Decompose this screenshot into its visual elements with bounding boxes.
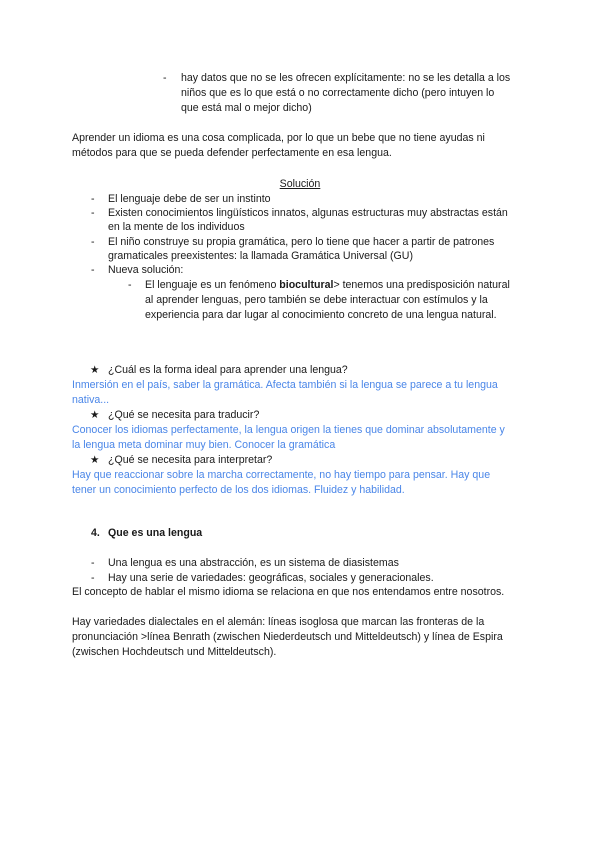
- paragraph-line: Hay variedades dialectales en el alemán: líneas isoglosa que marcan las fronteras de la: [72, 616, 485, 628]
- paragraph-line: El concepto de hablar el mismo idioma se relaciona en que nos entendamos entre nosotros.: [72, 586, 505, 598]
- list-marker: -: [91, 236, 95, 248]
- answer-line: Hay que reaccionar sobre la marcha correctamente, no hay tiempo para pensar. Hay que: [72, 469, 491, 481]
- question: ¿Qué se necesita para traducir?: [108, 409, 260, 421]
- solution-heading: Solución: [279, 178, 321, 190]
- bold-term: biocultural: [279, 279, 334, 291]
- list-marker: -: [91, 264, 95, 276]
- star-icon: ★: [90, 454, 100, 466]
- sub-item-line: [145, 278, 510, 293]
- question: ¿Cuál es la forma ideal para aprender una lengua?: [108, 364, 348, 376]
- paragraph-line: Aprender un idioma es una cosa complicada, por lo que un bebe que no tiene ayudas ni: [72, 132, 485, 144]
- section-title: Que es una lengua: [108, 527, 203, 539]
- paragraph-line: pronunciación >línea Benrath (zwischen Niederdeutsch und Mitteldeutsch) y línea de Espira: [72, 631, 503, 643]
- paragraph-line: (zwischen Hochdeutsch und Mitteldeutsch).: [72, 646, 277, 658]
- sub-item-line: experiencia para dar lugar al conocimiento concreto de una lengua natural.: [145, 309, 497, 321]
- sub-item-line: al aprender lenguas, pero también se debe interactuar con estímulos y la: [145, 294, 488, 306]
- answer-line: Conocer los idiomas perfectamente, la lengua origen la tienes que dominar absolutamente y: [72, 424, 505, 436]
- answer-line: nativa...: [72, 394, 110, 406]
- list-item: Existen conocimientos lingüísticos innatos, algunas estructuras muy abstractas están: [108, 207, 508, 219]
- list-marker: -: [91, 207, 95, 219]
- list-item: El niño construye su propia gramática, pero lo tiene que hacer a partir de patrones: [108, 236, 495, 248]
- answer-line: Inmersión en el país, saber la gramática. Afecta también si la lengua se parece a tu lengua: [72, 379, 498, 391]
- list-marker: -: [163, 72, 167, 84]
- answer-line: tener un conocimiento perfecto de los dos idiomas. Fluidez y habilidad.: [72, 484, 405, 496]
- sub-item-text: El lenguaje es un fenómeno: [145, 279, 280, 291]
- list-item: Una lengua es una abstracción, es un sistema de diasistemas: [108, 557, 399, 569]
- question: ¿Qué se necesita para interpretar?: [108, 454, 273, 466]
- list-item: en la mente de los individuos: [108, 221, 245, 233]
- text-line: hay datos que no se les ofrecen explícitamente: no se les detalla a los: [181, 72, 511, 84]
- star-icon: ★: [90, 409, 100, 421]
- list-marker: -: [128, 279, 132, 291]
- list-marker: -: [91, 193, 95, 205]
- list-marker: -: [91, 557, 95, 569]
- answer-line: la lengua meta dominar muy bien. Conocer la gramática: [72, 439, 336, 451]
- text-line: que está mal o mejor dicho): [181, 102, 312, 114]
- paragraph-line: métodos para que se pueda defender perfectamente en esa lengua.: [72, 147, 392, 159]
- list-item: gramaticales preexistentes: la llamada Gramática Universal (GU): [108, 250, 413, 262]
- list-item: Nueva solución:: [108, 264, 184, 276]
- section-number: 4.: [91, 527, 100, 539]
- list-item: El lenguaje debe de ser un instinto: [108, 193, 271, 205]
- list-marker: -: [91, 572, 95, 584]
- text-line: niños que es lo que está o no correctamente dicho (pero intuyen lo: [181, 87, 495, 99]
- star-icon: ★: [90, 364, 100, 376]
- sub-item-text: > tenemos una predisposición natural: [333, 279, 510, 291]
- list-item: Hay una serie de variedades: geográficas, sociales y generacionales.: [108, 572, 434, 584]
